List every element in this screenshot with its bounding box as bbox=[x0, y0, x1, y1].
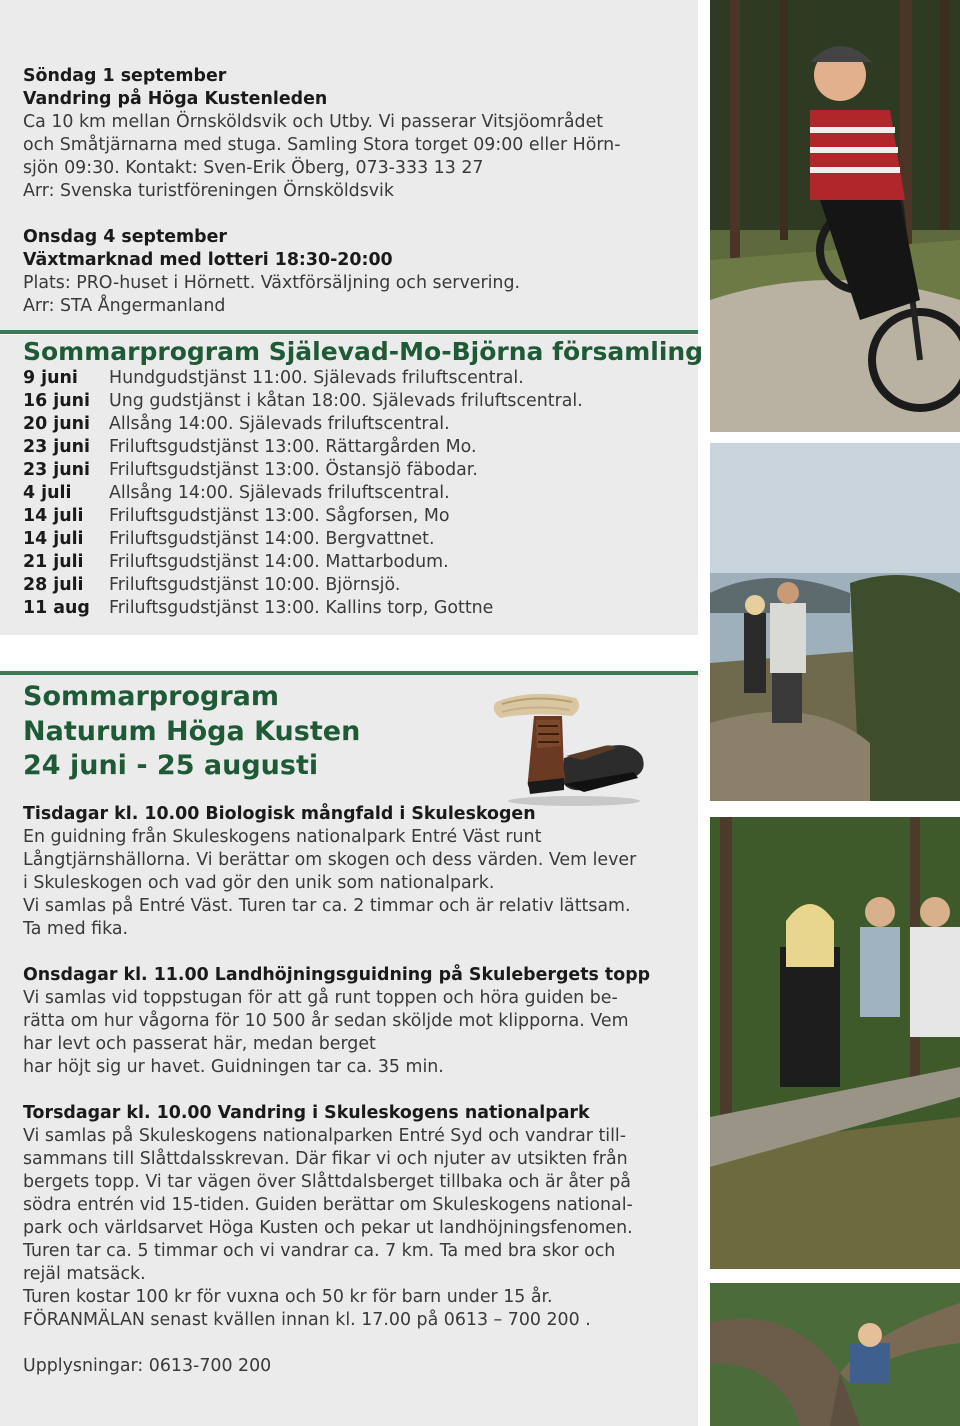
schedule-date: 14 juli bbox=[23, 506, 84, 526]
schedule-row bbox=[23, 436, 583, 459]
schedule-row bbox=[23, 367, 583, 390]
info-line bbox=[23, 1355, 271, 1378]
schedule-text: Hundgudstjänst 11:00. Själevads friluftscentral. bbox=[109, 368, 524, 388]
event-title: Växtmarknad med lotteri 18:30-20:00 bbox=[23, 250, 393, 270]
schedule-date: 16 juni bbox=[23, 391, 90, 411]
schedule-text: Friluftsgudstjänst 13:00. Sågforsen, Mo bbox=[109, 506, 450, 526]
schedule-date: 14 juli bbox=[23, 529, 84, 549]
block-line: Vi samlas på Skuleskogens nationalparken Entré Syd och vandrar till- bbox=[23, 1126, 627, 1146]
event-line: och Småtjärnarna med stuga. Samling Stora torget 09:00 eller Hörn- bbox=[23, 135, 621, 155]
block-line: i Skuleskogen och vad gör den unik som nationalpark. bbox=[23, 873, 495, 893]
event-date: Onsdag 4 september bbox=[23, 227, 228, 247]
block-title: Tisdagar kl. 10.00 Biologisk mångfald i Skuleskogen bbox=[23, 804, 536, 824]
block-line: har höjt sig ur havet. Guidningen tar ca. 35 min. bbox=[23, 1057, 444, 1077]
schedule-row bbox=[23, 459, 583, 482]
event-vaxtmarknad bbox=[23, 226, 520, 318]
church-schedule bbox=[23, 367, 583, 620]
naturum-heading bbox=[23, 680, 360, 784]
block-line: södra entrén vid 15-tiden. Guiden berättar om Skuleskogens national- bbox=[23, 1195, 633, 1215]
block-line: Vi samlas på Entré Väst. Turen tar ca. 2 timmar och är relativ lättsam. bbox=[23, 896, 631, 916]
event-line: Ca 10 km mellan Örnsköldsvik och Utby. Vi passerar Vitsjöområdet bbox=[23, 112, 604, 132]
schedule-row bbox=[23, 413, 583, 436]
block-line: bergets topp. Vi tar vägen över Slåttdalsberget tillbaka och är åter på bbox=[23, 1172, 631, 1192]
schedule-text: Friluftsgudstjänst 13:00. Kallins torp, Gottne bbox=[109, 598, 494, 618]
block-line: sammans till Slåttdalsskrevan. Där fikar vi och njuter av utsikten från bbox=[23, 1149, 628, 1169]
block-line: Turen tar ca. 5 timmar och vi vandrar ca. 7 km. Ta med bra skor och bbox=[23, 1241, 616, 1261]
block-title: Torsdagar kl. 10.00 Vandring i Skuleskogens nationalpark bbox=[23, 1103, 590, 1123]
naturum-heading-line: Naturum Höga Kusten bbox=[23, 715, 361, 747]
schedule-row bbox=[23, 505, 583, 528]
schedule-date: 9 juni bbox=[23, 368, 78, 388]
schedule-date: 21 juli bbox=[23, 552, 84, 572]
schedule-date: 4 juli bbox=[23, 483, 72, 503]
schedule-text: Ung gudstjänst i kåtan 18:00. Själevads friluftscentral. bbox=[109, 391, 583, 411]
child-climbing-tree-photo bbox=[710, 1283, 960, 1426]
block-line: Turen kostar 100 kr för vuxna och 50 kr för barn under 15 år. bbox=[23, 1287, 553, 1307]
schedule-text: Friluftsgudstjänst 14:00. Bergvattnet. bbox=[109, 529, 435, 549]
event-line: sjön 09:30. Kontakt: Sven-Erik Öberg, 073-333 13 27 bbox=[23, 158, 484, 178]
schedule-date: 20 juni bbox=[23, 414, 90, 434]
schedule-row bbox=[23, 597, 583, 620]
schedule-date: 23 juni bbox=[23, 460, 90, 480]
schedule-text: Friluftsgudstjänst 14:00. Mattarbodum. bbox=[109, 552, 449, 572]
schedule-text: Friluftsgudstjänst 10:00. Björnsjö. bbox=[109, 575, 401, 595]
schedule-date: 11 aug bbox=[23, 598, 90, 618]
event-vandring bbox=[23, 65, 620, 203]
schedule-row bbox=[23, 390, 583, 413]
block-line: En guidning från Skuleskogens nationalpark Entré Väst runt bbox=[23, 827, 542, 847]
block-line: rätta om hur vågorna för 10 500 år sedan sköljde mot klipporna. Vem bbox=[23, 1011, 629, 1031]
info-text: Upplysningar: 0613-700 200 bbox=[23, 1356, 272, 1376]
forest-hikers-photo bbox=[710, 817, 960, 1269]
naturum-block-tisdagar bbox=[23, 803, 636, 941]
divider-rule bbox=[0, 330, 698, 334]
event-line: Arr: STA Ångermanland bbox=[23, 296, 226, 316]
schedule-text: Allsång 14:00. Själevads friluftscentral. bbox=[109, 483, 450, 503]
event-date: Söndag 1 september bbox=[23, 66, 227, 86]
hiking-boots-icon bbox=[492, 686, 652, 810]
mountain-biker-photo bbox=[710, 0, 960, 432]
block-line: har levt och passerat här, medan berget bbox=[23, 1034, 376, 1054]
block-line: Ta med fika. bbox=[23, 919, 129, 939]
schedule-row bbox=[23, 574, 583, 597]
block-title: Onsdagar kl. 11.00 Landhöjningsguidning på Skulebergets topp bbox=[23, 965, 651, 985]
block-line: rejäl matsäck. bbox=[23, 1264, 146, 1284]
naturum-heading-line: 24 juni - 25 augusti bbox=[23, 750, 319, 781]
schedule-row bbox=[23, 482, 583, 505]
block-line: FÖRANMÄLAN senast kvällen innan kl. 17.00 på 0613 – 700 200 . bbox=[23, 1310, 591, 1330]
event-title: Vandring på Höga Kustenleden bbox=[23, 89, 328, 109]
schedule-text: Friluftsgudstjänst 13:00. Östansjö fäbodar. bbox=[109, 460, 478, 480]
schedule-row bbox=[23, 551, 583, 574]
lake-view-hikers-photo bbox=[710, 443, 960, 801]
block-line: park och världsarvet Höga Kusten och pekar ut landhöjningsfenomen. bbox=[23, 1218, 633, 1238]
naturum-heading-line: Sommarprogram bbox=[23, 681, 279, 712]
schedule-date: 23 juni bbox=[23, 437, 90, 457]
block-line: Långtjärnshällorna. Vi berättar om skogen och dess värden. Vem lever bbox=[23, 850, 637, 870]
naturum-block-onsdagar bbox=[23, 964, 650, 1079]
schedule-text: Friluftsgudstjänst 13:00. Rättargården Mo. bbox=[109, 437, 477, 457]
schedule-row bbox=[23, 528, 583, 551]
schedule-date: 28 juli bbox=[23, 575, 84, 595]
schedule-text: Allsång 14:00. Själevads friluftscentral. bbox=[109, 414, 450, 434]
event-line: Arr: Svenska turistföreningen Örnsköldsvik bbox=[23, 181, 394, 201]
church-program-heading: Sommarprogram Själevad-Mo-Björna församling bbox=[23, 337, 704, 366]
event-line: Plats: PRO-huset i Hörnett. Växtförsäljning och servering. bbox=[23, 273, 521, 293]
block-line: Vi samlas vid toppstugan för att gå runt toppen och höra guiden be- bbox=[23, 988, 618, 1008]
naturum-block-torsdagar bbox=[23, 1102, 633, 1332]
